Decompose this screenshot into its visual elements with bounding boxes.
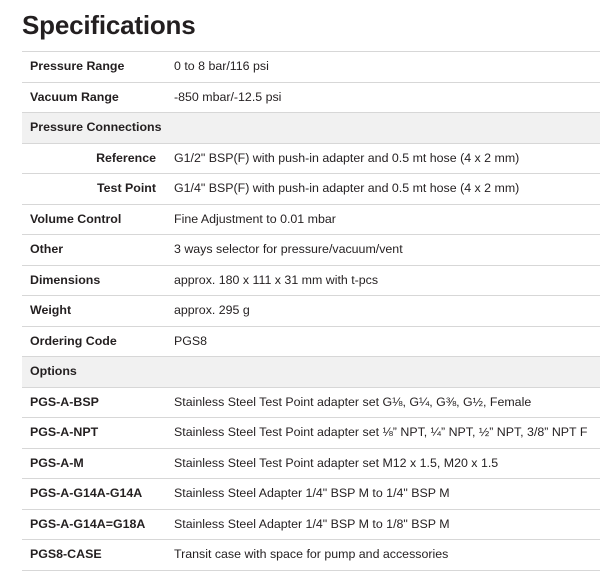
- row-label: Volume Control: [22, 204, 166, 235]
- row-value: approx. 180 x 111 x 31 mm with t-pcs: [166, 265, 600, 296]
- section-header-label: Options: [22, 357, 600, 388]
- table-row: [22, 235, 600, 266]
- table-section-row: [22, 113, 600, 144]
- row-label: Dimensions: [22, 265, 166, 296]
- row-label: Other: [22, 235, 166, 266]
- table-row: [22, 265, 600, 296]
- row-value: Stainless Steel Adapter 1/4" BSP M to 1/8" BSP M: [166, 509, 600, 540]
- row-value: approx. 295 g: [166, 296, 600, 327]
- row-value: Stainless Steel Adapter 1/4" BSP M to 1/4" BSP M: [166, 479, 600, 510]
- row-label: Weight: [22, 296, 166, 327]
- specifications-table-body: [22, 52, 600, 571]
- specifications-table: [22, 51, 600, 571]
- row-value: Fine Adjustment to 0.01 mbar: [166, 204, 600, 235]
- table-row: [22, 479, 600, 510]
- table-row: [22, 82, 600, 113]
- table-row: [22, 387, 600, 418]
- row-label: Reference: [22, 143, 166, 174]
- row-label: PGS8-CASE: [22, 540, 166, 571]
- table-row: [22, 540, 600, 571]
- row-label: PGS-A-G14A-G14A: [22, 479, 166, 510]
- table-row: [22, 174, 600, 205]
- row-value: -850 mbar/-12.5 psi: [166, 82, 600, 113]
- row-value: Stainless Steel Test Point adapter set ⅛” NPT, ¼” NPT, ½” NPT, 3/8” NPT F: [166, 418, 600, 449]
- row-value: G1/2" BSP(F) with push-in adapter and 0.5 mt hose (4 x 2 mm): [166, 143, 600, 174]
- row-label: Pressure Range: [22, 52, 166, 83]
- row-label: Ordering Code: [22, 326, 166, 357]
- row-label: PGS-A-NPT: [22, 418, 166, 449]
- table-row: [22, 143, 600, 174]
- row-label: Test Point: [22, 174, 166, 205]
- row-value: Transit case with space for pump and accessories: [166, 540, 600, 571]
- row-value: PGS8: [166, 326, 600, 357]
- table-row: [22, 448, 600, 479]
- row-value: Stainless Steel Test Point adapter set G⅛, G¼, G⅜, G½, Female: [166, 387, 600, 418]
- row-value: Stainless Steel Test Point adapter set M12 x 1.5, M20 x 1.5: [166, 448, 600, 479]
- table-row: [22, 204, 600, 235]
- table-row: [22, 509, 600, 540]
- page-title: Specifications: [22, 10, 196, 40]
- table-row: [22, 418, 600, 449]
- row-value: 0 to 8 bar/116 psi: [166, 52, 600, 83]
- table-row: [22, 52, 600, 83]
- row-value: 3 ways selector for pressure/vacuum/vent: [166, 235, 600, 266]
- row-label: Vacuum Range: [22, 82, 166, 113]
- row-value: G1/4" BSP(F) with push-in adapter and 0.5 mt hose (4 x 2 mm): [166, 174, 600, 205]
- table-row: [22, 326, 600, 357]
- table-row: [22, 296, 600, 327]
- section-header-label: Pressure Connections: [22, 113, 600, 144]
- table-section-row: [22, 357, 600, 388]
- row-label: PGS-A-G14A=G18A: [22, 509, 166, 540]
- row-label: PGS-A-BSP: [22, 387, 166, 418]
- row-label: PGS-A-M: [22, 448, 166, 479]
